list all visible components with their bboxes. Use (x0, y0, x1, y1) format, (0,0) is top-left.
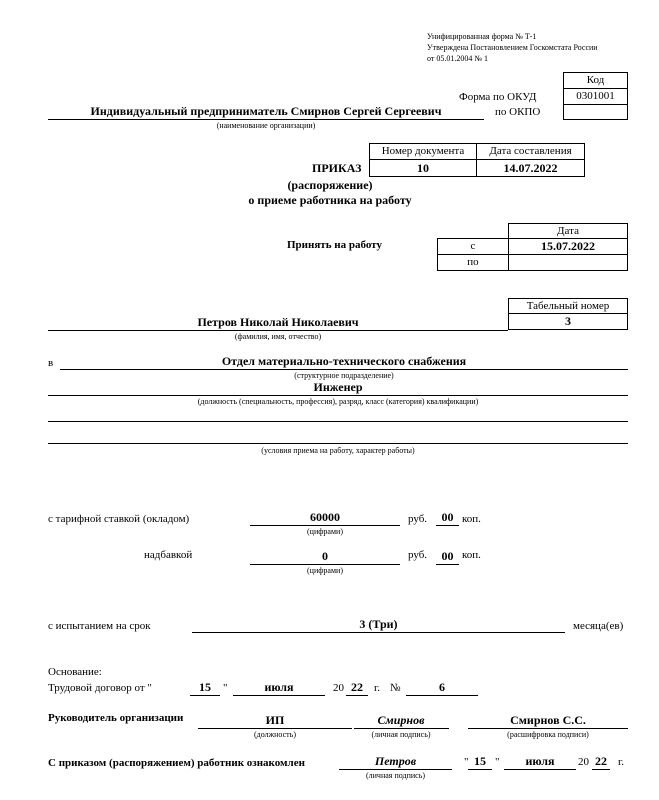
codes-header: Код (563, 72, 628, 89)
ack-quote-open: " (464, 756, 469, 768)
bonus-value: 0 (322, 549, 328, 563)
bonus-kop-value: 00 (441, 549, 454, 563)
rate-digits-caption: (цифрами) (307, 527, 343, 536)
ack-quote-close: " (495, 756, 500, 768)
employee-name: Петров Николай Николаевич (197, 315, 359, 329)
hire-from-date: 15.07.2022 (508, 238, 628, 255)
order-title: ПРИКАЗ (312, 161, 362, 175)
organization-caption: (наименование организации) (216, 121, 316, 130)
hire-to-date (508, 254, 628, 271)
head-signature: Смирнов (377, 713, 425, 727)
contract-year: 22 (351, 680, 363, 694)
contract-number-label: № (390, 682, 401, 694)
department-name: Отдел материально-технического снабжения (221, 354, 467, 368)
head-position: ИП (265, 713, 285, 727)
doc-number: 10 (369, 159, 477, 177)
ack-year-suffix: г. (618, 756, 625, 768)
rate-label: с тарифной ставкой (окладом) (48, 513, 190, 525)
contract-year-suffix: г. (374, 682, 381, 694)
bonus-kop-label: коп. (462, 549, 481, 561)
contract-number: 6 (439, 680, 445, 694)
okpo-label: по ОКПО (495, 106, 541, 118)
probation-value: 3 (Три) (359, 617, 398, 631)
contract-day: 15 (199, 680, 211, 694)
bonus-digits-caption: (цифрами) (307, 566, 343, 575)
hire-label: Принять на работу (287, 239, 382, 251)
department-caption: (структурное подразделение) (294, 371, 394, 380)
head-position-caption: (должность) (254, 730, 296, 739)
tab-number-header: Табельный номер (508, 298, 628, 314)
contract-label: Трудовой договор от " (48, 682, 152, 694)
head-decoding: Смирнов С.С. (510, 713, 586, 727)
conditions-caption: (условия приема на работу, характер работы) (261, 446, 415, 455)
position-caption: (должность (специальность, профессия), разряд, класс (категория) квалификации) (197, 397, 479, 406)
ack-month: июля (525, 754, 555, 768)
bonus-rub-label: руб. (408, 549, 428, 561)
tab-number: 3 (508, 313, 628, 330)
head-signature-caption: (личная подпись) (371, 730, 431, 739)
head-label: Руководитель организации (48, 712, 184, 724)
probation-unit: месяца(ев) (573, 620, 624, 632)
rate-kop-value: 00 (441, 510, 454, 524)
ack-signature-caption: (личная подпись) (365, 771, 426, 780)
rate-kop-label: коп. (462, 513, 481, 525)
okpo-value (563, 104, 628, 120)
ack-signature: Петров (374, 754, 417, 768)
okud-value: 0301001 (563, 88, 628, 105)
organization-name: Индивидуальный предприниматель Смирнов Сергей Сергеевич (90, 104, 442, 118)
rate-value: 60000 (310, 510, 340, 524)
hire-from-label: с (437, 238, 509, 255)
okud-label: Форма по ОКУД (459, 91, 537, 103)
ack-year: 22 (595, 754, 607, 768)
ack-label: С приказом (распоряжением) работник ознакомлен (48, 757, 305, 769)
contract-year-prefix: 20 (333, 682, 344, 694)
doc-date: 14.07.2022 (476, 159, 585, 177)
employee-name-caption: (фамилия, имя, отчество) (234, 332, 322, 341)
contract-quote-close: " (223, 682, 228, 694)
department-prefix: в (48, 357, 54, 369)
hire-to-label: по (437, 254, 509, 271)
order-subtitle: (распоряжение) (287, 178, 373, 192)
doc-number-header: Номер документа (369, 143, 477, 160)
rate-rub-label: руб. (408, 513, 428, 525)
approval-form-name: Унифицированная форма № Т-1 (427, 32, 537, 41)
contract-month: июля (264, 680, 294, 694)
doc-date-header: Дата составления (476, 143, 585, 160)
basis-label: Основание: (48, 666, 102, 678)
order-purpose: о приеме работника на работу (248, 193, 412, 207)
probation-label: с испытанием на срок (48, 620, 151, 632)
ack-day: 15 (474, 754, 486, 768)
approval-date: от 05.01.2004 № 1 (427, 54, 489, 63)
head-decoding-caption: (расшифровка подписи) (507, 730, 589, 739)
approval-decree: Утверждена Постановлением Госкомстата России (427, 43, 598, 52)
hire-date-header: Дата (508, 223, 628, 239)
bonus-label: надбавкой (144, 549, 193, 561)
position-name: Инженер (313, 380, 363, 394)
ack-year-prefix: 20 (578, 756, 589, 768)
